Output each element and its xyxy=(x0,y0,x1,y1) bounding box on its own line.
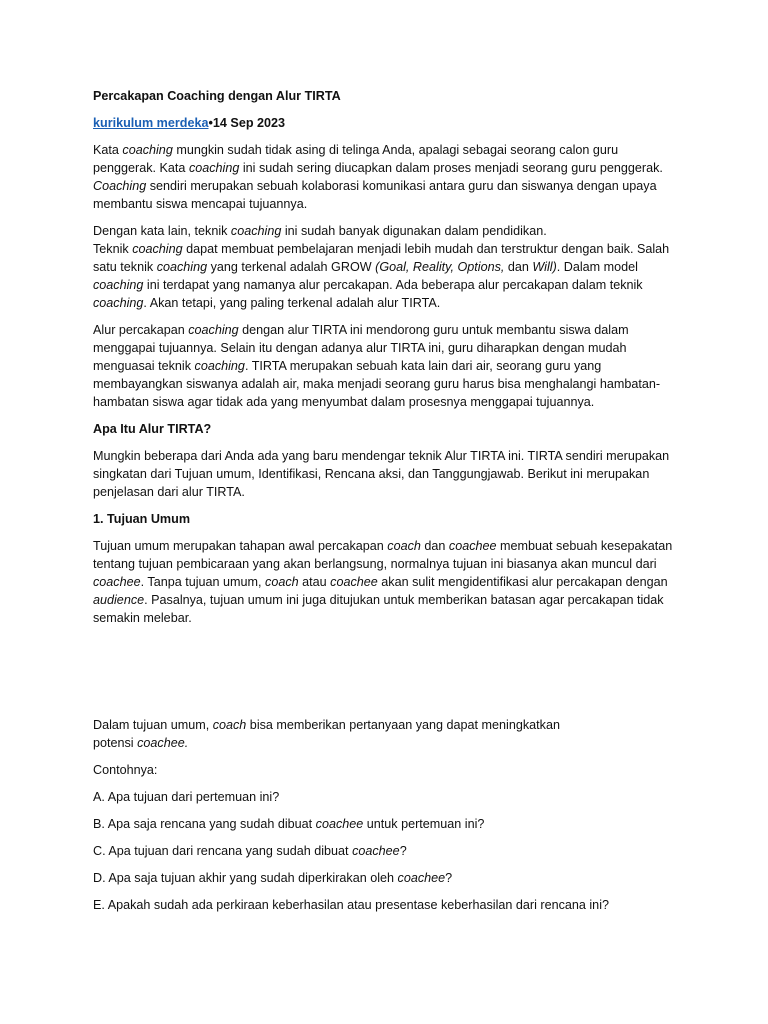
paragraph-tirta-flow: Alur percakapan coaching dengan alur TIRTA ini mendorong guru untuk membantu siswa dalam menggapai tujuannya. Selain itu dengan adanya alur TIRTA ini, guru diharapkan dengan mudah menguasai teknik coaching. TIRTA merupakan sebuah kata lain dari air, seorang guru yang membayangkan siswanya adalah air, maka menjadi seorang guru harus bisa menghalangi hambatan-hambatan siswa agar tidak ada yang menyumbat dalam prosesnya menggapai tujuannya. xyxy=(93,323,661,409)
section-heading-tujuan-umum: 1. Tujuan Umum xyxy=(93,512,191,526)
list-item: E. Apakah sudah ada perkiraan keberhasilan atau presentase keberhasilan dari rencana ini? xyxy=(93,898,609,912)
blank-space xyxy=(93,636,678,716)
paragraph-tujuan-umum: Tujuan umum merupakan tahapan awal percakapan coach dan coachee membuat sebuah kesepakatan tentang tujuan pembicaraan yang akan berlangsung, normalnya tujuan ini biasanya akan muncul dari coachee. Tanpa tujuan umum, coach atau coachee akan sulit mengidentifikasi alur percakapan dengan audience. Pasalnya, tujuan umum ini juga ditujukan untuk memberikan batasan agar percakapan tidak semakin melebar. xyxy=(93,539,673,625)
category-link[interactable]: kurikulum merdeka xyxy=(93,116,209,130)
paragraph-grow: Dengan kata lain, teknik coaching ini sudah banyak digunakan dalam pendidikan. Teknik coaching dapat membuat pembelajaran menjadi lebih mudah dan terstruktur dengan baik. Salah satu teknik coaching yang terkenal adalah GROW (Goal, Reality, Options, dan Will). Dalam model coaching ini terdapat yang namanya alur percakapan. Ada beberapa alur percakapan dalam teknik coaching. Akan tetapi, yang paling terkenal adalah alur TIRTA. xyxy=(93,224,670,310)
list-item: A. Apa tujuan dari pertemuan ini? xyxy=(93,790,280,804)
question-list xyxy=(93,788,678,914)
list-item: C. Apa tujuan dari rencana yang sudah dibuat coachee? xyxy=(93,844,407,858)
publish-date: •14 Sep 2023 xyxy=(208,116,286,130)
paragraph-coach-questions: Dalam tujuan umum, coach bisa memberikan pertanyaan yang dapat meningkatkan potensi coachee. xyxy=(93,718,560,750)
paragraph-tirta-definition: Mungkin beberapa dari Anda ada yang baru mendengar teknik Alur TIRTA ini. TIRTA sendiri merupakan singkatan dari Tujuan umum, Identifikasi, Rencana aksi, dan Tanggungjawab. Berikut ini merupakan penjelasan dari alur TIRTA. xyxy=(93,449,670,499)
list-item: D. Apa saja tujuan akhir yang sudah diperkirakan oleh coachee? xyxy=(93,871,453,885)
paragraph-intro: Kata coaching mungkin sudah tidak asing di telinga Anda, apalagi sebagai seorang calon guru penggerak. Kata coaching ini sudah sering diucapkan dalam proses menjadi seorang guru penggerak. Coaching sendiri merupakan sebuah kolaborasi komunikasi antara guru dan siswanya dengan upaya membantu siswa mencapai tujuannya. xyxy=(93,143,663,211)
article-title: Percakapan Coaching dengan Alur TIRTA xyxy=(93,89,341,103)
article-meta xyxy=(93,114,678,132)
article xyxy=(93,87,678,923)
section-heading-what-is-tirta: Apa Itu Alur TIRTA? xyxy=(93,422,212,436)
examples-label: Contohnya: xyxy=(93,763,158,777)
list-item: B. Apa saja rencana yang sudah dibuat coachee untuk pertemuan ini? xyxy=(93,817,485,831)
